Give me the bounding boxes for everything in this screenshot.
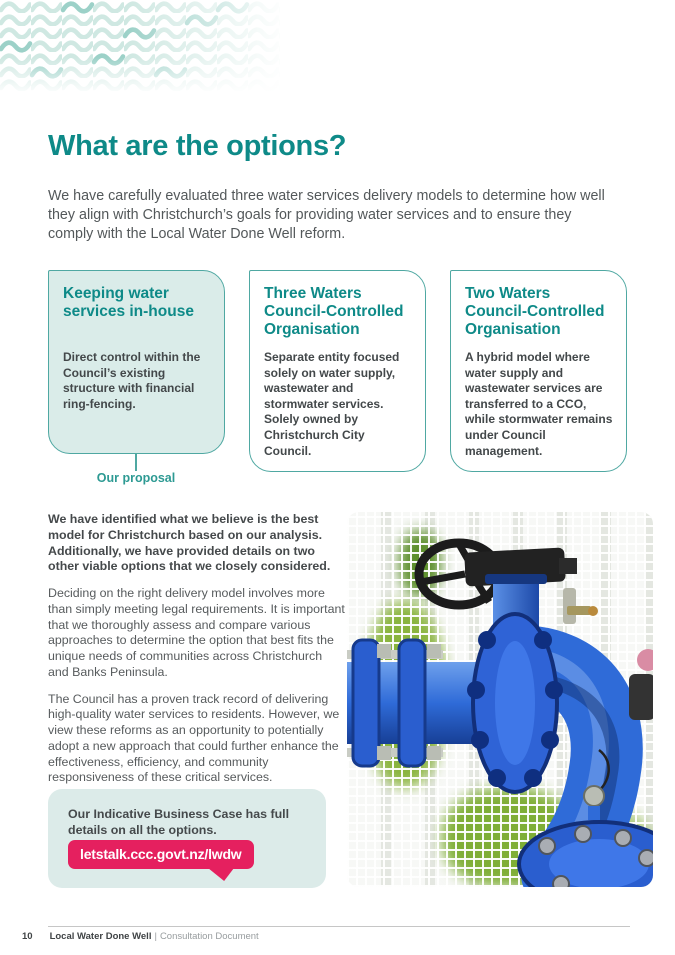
letstalk-url-link[interactable]: letstalk.ccc.govt.nz/lwdw — [68, 840, 254, 869]
callout-text: Our Indicative Business Case has full details on all the options. — [68, 807, 290, 838]
option-card-body: Direct control within the Council’s existing structure with financial ring-fencing. — [63, 350, 201, 411]
page-number: 10 — [22, 931, 33, 942]
water-pipes-photo — [347, 512, 653, 887]
page-title: What are the options? — [48, 130, 347, 162]
footer-doc-title: Local Water Done Well — [49, 931, 152, 942]
pipe-flange — [353, 640, 379, 766]
body-paragraph: Deciding on the right delivery model involves more than simply meeting legal requirements. It is important that we thoroughly assess and compare various approaches to determine the option that best fits the unique needs of communities across Christchurch and Banks Peninsula. — [48, 586, 345, 679]
footer-doc-subtitle: Consultation Document — [159, 931, 259, 942]
business-case-callout — [48, 789, 326, 888]
option-card-body: A hybrid model where water supply and wastewater services are transferred to a CCO, while stormwater remains under Council management. — [465, 350, 613, 458]
footer-separator: | — [154, 931, 157, 942]
brass-fitting — [563, 588, 598, 624]
option-card-two-waters — [450, 270, 627, 472]
proposal-label: Our proposal — [96, 471, 176, 485]
body-paragraph: The Council has a proven track record of delivering high-quality water services to residents. However, we view these reforms as an opportunity to potentially adopt a new approach that could further enhance the effectiveness, efficiency, and community responsiveness of these critical services. — [48, 691, 340, 785]
central-flange-ring — [467, 614, 563, 792]
proposal-connector-line — [135, 454, 137, 471]
footer-rule — [48, 926, 630, 927]
option-card-title: Keeping water services in-house — [63, 285, 194, 321]
option-card-in-house — [48, 270, 225, 454]
pipe-flange — [399, 640, 425, 766]
pipe-sensor — [584, 786, 604, 806]
body-copy — [48, 512, 346, 797]
speech-bubble-tail — [208, 868, 234, 881]
option-card-title: Three Waters Council-Controlled Organisation — [264, 285, 404, 339]
bottom-flange — [519, 822, 653, 887]
intro-paragraph: We have carefully evaluated three water services delivery models to determine how well they align with Christchurch’s goals for providing water services and to ensure they comply with the Local Water Done Well reform. — [48, 188, 605, 243]
wave-pattern-decoration — [0, 0, 280, 92]
lead-paragraph: We have identified what we believe is the best model for Christchurch based on our analysis. Additionally, we have provided details on two other viable options that we closely considered. — [48, 512, 331, 574]
footer — [22, 931, 259, 942]
options-card-row — [48, 270, 628, 472]
option-card-three-waters — [249, 270, 426, 472]
pipes-illustration — [347, 512, 653, 887]
option-card-title: Two Waters Council-Controlled Organisation — [465, 285, 605, 339]
option-card-body: Separate entity focused solely on water supply, wastewater and stormwater services. Solely owned by Christchurch City Council. — [264, 350, 400, 458]
